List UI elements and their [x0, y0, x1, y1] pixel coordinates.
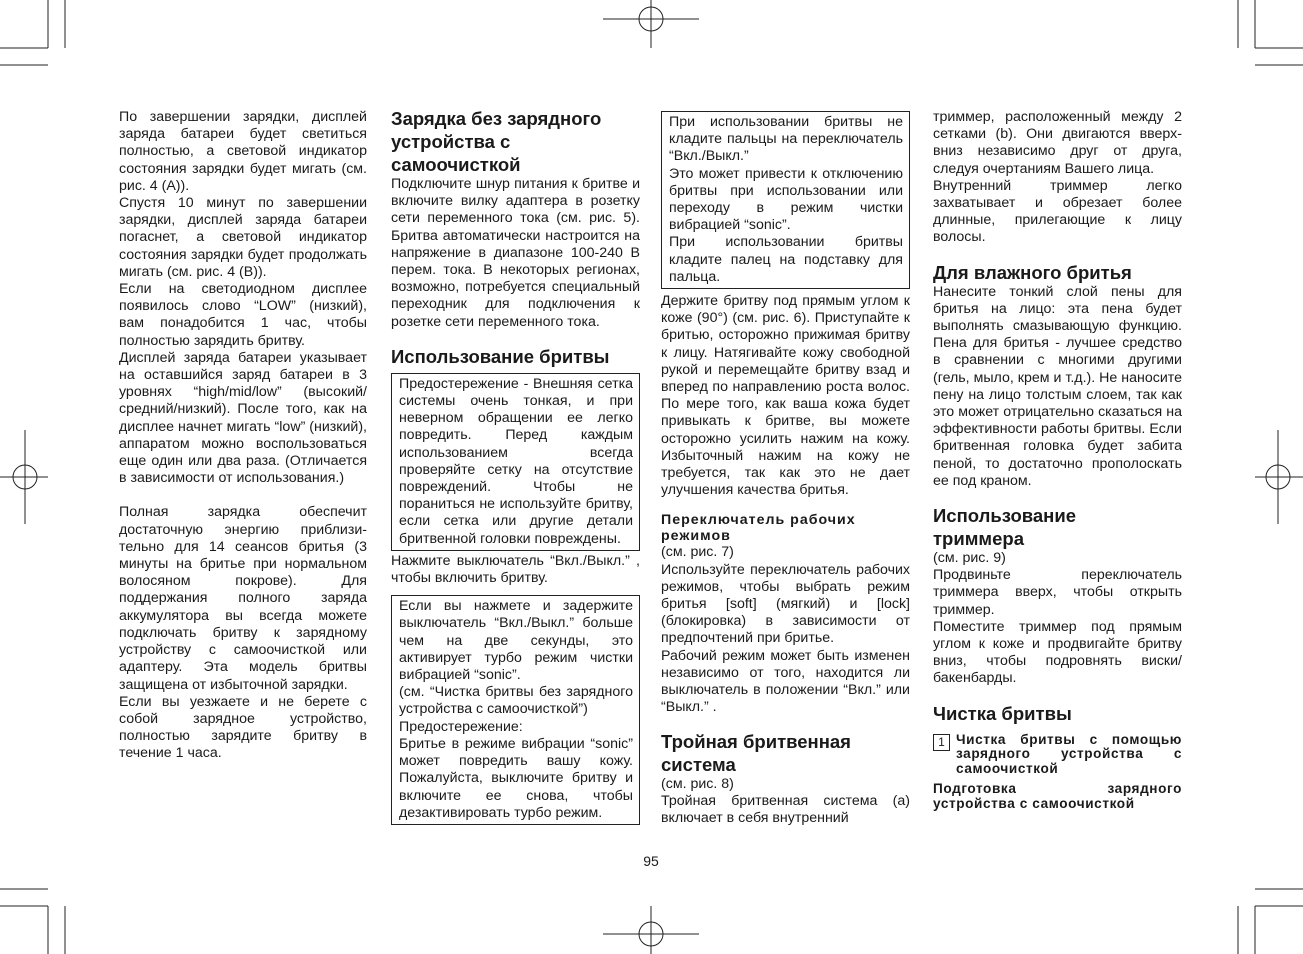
column-2	[391, 107, 640, 825]
paragraph-full-charge: Полная зарядка обеспечит достаточную энергию приблизи-тельно для 14 сеансов бритья (3 минуты на бритье при нормальном волосяном покрове). Для поддержания полного заряда аккумулятора вы всегда можете подключать бритву к зарядному устройству с самоочисткой или адаптеру. Эта модель бритвы защищена от избыточной зарядки.	[119, 504, 367, 693]
paragraph-low-indicator: Если на светодиодном дисплее появилось слово “LOW” (низкий), вам понадобится 1 час, чтобы полностью зарядить бритву.	[119, 281, 367, 349]
heading-triple-system: Тройная бритвенная система	[661, 730, 851, 775]
paragraph-fig8: (см. рис. 8)	[661, 775, 734, 792]
page-number: 95	[643, 853, 659, 869]
paragraph-apply-foam: Нанесите тонкий слой пены для бритья на лицо: эта пена будет выполнять смазывающую функцию. Пена для бритья - лучшее средство в сравнении с многими другими (гель, мыло, крем и т.д.). Не наносите пену на лицо толстым слоем, так как это может отрицательно сказаться на эффективности работы бритвы. Если бритвенная головка будет забита пеной, то достаточно прополоскать ее под краном.	[933, 283, 1182, 489]
step-number: 1	[933, 734, 950, 751]
paragraph-connect-cord: Подключите шнур питания к бритве и включите вилку адаптера в розетку сети переменного тока (см. рис. 5). Бритва автоматически настроится на напряжение в диапазоне 100-240 В перем. тока. В некоторых регионах, возможно, потребуется специальный переходник для подключения к розетке сети переменного тока.	[391, 176, 640, 330]
paragraph-travel: Если вы уезжаете и не берете с собой зарядное устройство, полностью зарядите бритву в течение 1 часа.	[119, 693, 367, 762]
heading-charging-without-station: Зарядка без зарядного устройства с самоочисткой	[391, 108, 602, 175]
fingers-text-3: При использовании бритвы кладите палец на подставку для пальца.	[669, 234, 903, 285]
column-4	[933, 109, 1182, 811]
paragraph-triple-includes: Тройная бритвенная система (a) включает в себя внутренний	[661, 792, 910, 826]
info-box-turbo	[391, 595, 640, 825]
paragraph-use-mode-switch: Используйте переключатель рабочих режимов, чтобы выбрать режим бритья [soft] (мягкий) и [lock] (блокировка) в зависимости от предпочтений при бритье.	[661, 561, 910, 647]
paragraph-trimmer-between: триммер, расположенный между 2 сетками (b). Они двигаются вверх-вниз независимо друг от друга, следуя очертаниям Вашего лица.	[933, 109, 1182, 177]
paragraph-fig7: (см. рис. 7)	[661, 544, 734, 561]
caution-foil-text: Предостережение - Внешняя сетка системы очень тонкая, и при неверном обращении ее легко повредить. Перед каждым использованием всегда проверяйте сетку на отсутствие повреждений. Чтобы не пораниться не используйте бритву, если сетка или другие детали бритвенной головки повреждены.	[399, 375, 633, 547]
fingers-text-1: При использовании бритвы не кладите пальцы на переключатель “Вкл./Выкл.”	[669, 114, 903, 165]
fingers-text-2: Это может привести к отключению бритвы при использовании или переходу в режим чистки вибрацией “sonic”.	[669, 165, 903, 234]
turbo-text-2: (см. “Чистка бритвы без зарядного устройства с самоочисткой”)	[399, 684, 633, 718]
heading-using-shaver: Использование бритвы	[391, 345, 610, 367]
column-1	[119, 109, 367, 763]
spacer	[119, 487, 367, 504]
paragraph-mode-independent: Рабочий режим может быть изменен независимо от того, находится ли выключатель в положении “Вкл.” или “Выкл.” .	[661, 647, 910, 716]
paragraph-hold-angle: Держите бритву под прямым углом к коже (90°) (см. рис. 6). Приступайте к бритью, осторожно прижимая бритву к лицу. Натягивайте кожу свободной рукой и перемещайте бритву взад и вперед по направлению роста волос. По мере того, как ваша кожа будет привыкать к бритве, вы можете осторожно усилить нажим на кожу. Избыточный нажим на кожу не требуется, так как это не дает улучшения качества бритья.	[661, 293, 910, 499]
step-text: Чистка бритвы с помощью зарядного устройства с самоочисткой	[956, 731, 1182, 776]
paragraph-place-trimmer: Поместите триммер под прямым углом к коже и продвигайте бритву вниз, чтобы подровнять виски/бакенбарды.	[933, 618, 1182, 687]
paragraph-inner-trimmer: Внутренний триммер легко захватывает и обрезает более длинные, прилегающие к лицу волосы.	[933, 177, 1182, 246]
turbo-text-1: Если вы нажмете и задержите выключатель “Вкл./Выкл.” больше чем на две секунды, это активирует турбо режим чистки вибрацией “sonic”.	[399, 598, 633, 684]
paragraph-ten-minutes: Спустя 10 минут по завершении зарядки, дисплей заряда батареи погаснет, а световой индикатор состояния зарядки будет продолжать мигать (см. рис. 4 (B)).	[119, 195, 367, 280]
heading-cleaning: Чистка бритвы	[933, 702, 1072, 724]
caution-box-foil	[391, 373, 640, 551]
paragraph-charging-complete: По завершении зарядки, дисплей заряда батареи будет светиться полностью, а световой индикатор состояния зарядки будет мигать (см. рис. 4 (A)).	[119, 109, 367, 194]
paragraph-battery-levels: Дисплей заряда батареи указывает на оставшийся заряд батареи в 3 уровнях “high/mid/low” (высокий/средний/низкий). После того, как на дисплее начнет мигать “low” (низкий), аппаратом можно воспользоваться еще один или два раза. (Отличается в зависимости от использования.)	[119, 349, 367, 487]
paragraph-fig9: (см. рис. 9)	[933, 550, 1006, 567]
heading-using-trimmer: Использование триммера	[933, 505, 1077, 550]
turbo-text-4: Бритье в режиме вибрации “sonic” может повредить вашу кожу. Пожалуйста, выключите бритву и включите ее снова, чтобы дезактивировать турбо режим.	[399, 735, 633, 821]
subheading-prepare-station: Подготовка зарядного устройства с самоочисткой	[933, 781, 1182, 811]
heading-mode-switch: Переключатель рабочих режимов	[661, 512, 856, 545]
step-1	[933, 733, 1182, 777]
paragraph-press-switch: Нажмите выключатель “Вкл./Выкл.” , чтобы включить бритву.	[391, 552, 640, 587]
turbo-text-3: Предостережение:	[399, 718, 523, 735]
heading-wet-shave: Для влажного бритья	[933, 261, 1132, 283]
column-3	[661, 111, 910, 827]
caution-box-fingers	[661, 111, 910, 289]
paragraph-slide-trimmer: Продвиньте переключатель триммера вверх, чтобы открыть триммер.	[933, 567, 1182, 618]
